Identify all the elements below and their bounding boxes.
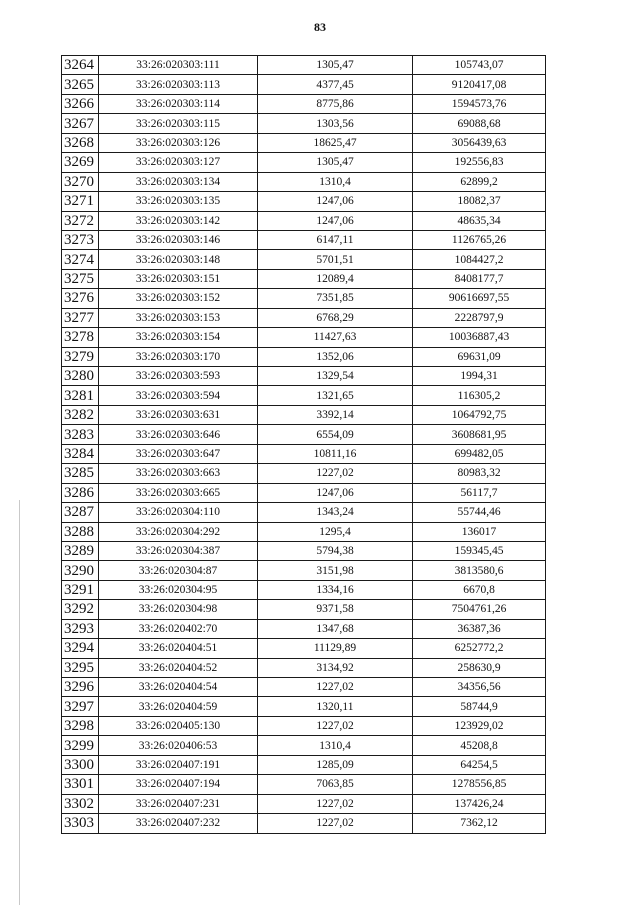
row-number-cell: 3269 <box>62 153 99 172</box>
table-row <box>62 561 546 580</box>
area-cell: 5701,51 <box>258 250 413 269</box>
area-cell: 5794,38 <box>258 541 413 560</box>
table-row <box>62 464 546 483</box>
table-row <box>62 444 546 463</box>
row-number-cell: 3285 <box>62 464 99 483</box>
cadastral-value-cell: 2228797,9 <box>413 308 546 327</box>
cadastral-value-cell: 1126765,26 <box>413 230 546 249</box>
table-row <box>62 522 546 541</box>
cadastral-number-cell: 33:26:020304:292 <box>99 522 258 541</box>
table-row <box>62 697 546 716</box>
table-row <box>62 755 546 774</box>
row-number-cell: 3288 <box>62 522 99 541</box>
area-cell: 6768,29 <box>258 308 413 327</box>
cadastral-number-cell: 33:26:020404:51 <box>99 639 258 658</box>
area-cell: 1285,09 <box>258 755 413 774</box>
cadastral-value-cell: 1994,31 <box>413 367 546 386</box>
area-cell: 1334,16 <box>258 580 413 599</box>
row-number-cell: 3301 <box>62 775 99 794</box>
cadastral-number-cell: 33:26:020303:647 <box>99 444 258 463</box>
cadastral-number-cell: 33:26:020303:152 <box>99 289 258 308</box>
cadastral-number-cell: 33:26:020303:148 <box>99 250 258 269</box>
area-cell: 10811,16 <box>258 444 413 463</box>
area-cell: 1320,11 <box>258 697 413 716</box>
cadastral-value-cell: 1084427,2 <box>413 250 546 269</box>
row-number-cell: 3283 <box>62 425 99 444</box>
cadastral-number-cell: 33:26:020303:111 <box>99 56 258 75</box>
cadastral-number-cell: 33:26:020407:191 <box>99 755 258 774</box>
cadastral-value-cell: 64254,5 <box>413 755 546 774</box>
table-row <box>62 619 546 638</box>
cadastral-value-cell: 6252772,2 <box>413 639 546 658</box>
cadastral-number-cell: 33:26:020402:70 <box>99 619 258 638</box>
area-cell: 11129,89 <box>258 639 413 658</box>
row-number-cell: 3268 <box>62 133 99 152</box>
row-number-cell: 3299 <box>62 736 99 755</box>
table-row <box>62 541 546 560</box>
area-cell: 1347,68 <box>258 619 413 638</box>
area-cell: 1352,06 <box>258 347 413 366</box>
cadastral-number-cell: 33:26:020303:142 <box>99 211 258 230</box>
row-number-cell: 3292 <box>62 600 99 619</box>
table-row <box>62 425 546 444</box>
row-number-cell: 3279 <box>62 347 99 366</box>
row-number-cell: 3296 <box>62 678 99 697</box>
cadastral-value-cell: 69088,68 <box>413 114 546 133</box>
row-number-cell: 3303 <box>62 814 99 833</box>
row-number-cell: 3271 <box>62 192 99 211</box>
table-row <box>62 736 546 755</box>
row-number-cell: 3266 <box>62 94 99 113</box>
area-cell: 3151,98 <box>258 561 413 580</box>
row-number-cell: 3286 <box>62 483 99 502</box>
row-number-cell: 3289 <box>62 541 99 560</box>
table-row <box>62 133 546 152</box>
row-number-cell: 3300 <box>62 755 99 774</box>
area-cell: 1329,54 <box>258 367 413 386</box>
table-row <box>62 56 546 75</box>
table-row <box>62 600 546 619</box>
table-row <box>62 658 546 677</box>
cadastral-number-cell: 33:26:020404:52 <box>99 658 258 677</box>
area-cell: 1227,02 <box>258 814 413 833</box>
area-cell: 1343,24 <box>258 503 413 522</box>
area-cell: 6554,09 <box>258 425 413 444</box>
cadastral-value-cell: 137426,24 <box>413 794 546 813</box>
cadastral-value-cell: 1594573,76 <box>413 94 546 113</box>
cadastral-value-cell: 1278556,85 <box>413 775 546 794</box>
row-number-cell: 3297 <box>62 697 99 716</box>
page-number: 83 <box>314 20 326 34</box>
cadastral-value-table <box>61 55 546 834</box>
row-number-cell: 3273 <box>62 230 99 249</box>
area-cell: 11427,63 <box>258 328 413 347</box>
area-cell: 1310,4 <box>258 736 413 755</box>
table-row <box>62 75 546 94</box>
cadastral-value-cell: 7362,12 <box>413 814 546 833</box>
cadastral-number-cell: 33:26:020303:114 <box>99 94 258 113</box>
row-number-cell: 3287 <box>62 503 99 522</box>
area-cell: 1305,47 <box>258 153 413 172</box>
cadastral-value-cell: 3056439,63 <box>413 133 546 152</box>
table-row <box>62 814 546 833</box>
cadastral-value-cell: 55744,46 <box>413 503 546 522</box>
cadastral-number-cell: 33:26:020303:135 <box>99 192 258 211</box>
row-number-cell: 3294 <box>62 639 99 658</box>
cadastral-value-cell: 7504761,26 <box>413 600 546 619</box>
cadastral-number-cell: 33:26:020303:594 <box>99 386 258 405</box>
table-row <box>62 794 546 813</box>
row-number-cell: 3284 <box>62 444 99 463</box>
area-cell: 1227,02 <box>258 794 413 813</box>
row-number-cell: 3302 <box>62 794 99 813</box>
table-row <box>62 230 546 249</box>
cadastral-number-cell: 33:26:020304:95 <box>99 580 258 599</box>
cadastral-number-cell: 33:26:020304:387 <box>99 541 258 560</box>
cadastral-value-cell: 36387,36 <box>413 619 546 638</box>
table-row <box>62 405 546 424</box>
cadastral-value-cell: 3813580,6 <box>413 561 546 580</box>
area-cell: 6147,11 <box>258 230 413 249</box>
table-row <box>62 716 546 735</box>
cadastral-value-cell: 62899,2 <box>413 172 546 191</box>
table-row <box>62 386 546 405</box>
area-cell: 4377,45 <box>258 75 413 94</box>
cadastral-value-cell: 105743,07 <box>413 56 546 75</box>
row-number-cell: 3276 <box>62 289 99 308</box>
table-row <box>62 328 546 347</box>
cadastral-value-cell: 18082,37 <box>413 192 546 211</box>
cadastral-number-cell: 33:26:020303:127 <box>99 153 258 172</box>
table-row <box>62 367 546 386</box>
row-number-cell: 3280 <box>62 367 99 386</box>
table-body <box>62 56 546 834</box>
row-number-cell: 3265 <box>62 75 99 94</box>
cadastral-value-cell: 69631,09 <box>413 347 546 366</box>
area-cell: 1227,02 <box>258 464 413 483</box>
cadastral-number-cell: 33:26:020303:593 <box>99 367 258 386</box>
row-number-cell: 3270 <box>62 172 99 191</box>
row-number-cell: 3264 <box>62 56 99 75</box>
cadastral-number-cell: 33:26:020407:231 <box>99 794 258 813</box>
cadastral-number-cell: 33:26:020303:153 <box>99 308 258 327</box>
table-row <box>62 483 546 502</box>
cadastral-value-cell: 80983,32 <box>413 464 546 483</box>
cadastral-value-cell: 116305,2 <box>413 386 546 405</box>
cadastral-number-cell: 33:26:020303:646 <box>99 425 258 444</box>
cadastral-number-cell: 33:26:020404:59 <box>99 697 258 716</box>
row-number-cell: 3282 <box>62 405 99 424</box>
cadastral-value-cell: 90616697,55 <box>413 289 546 308</box>
cadastral-value-cell: 6670,8 <box>413 580 546 599</box>
table-row <box>62 114 546 133</box>
cadastral-value-cell: 8408177,7 <box>413 269 546 288</box>
area-cell: 7351,85 <box>258 289 413 308</box>
row-number-cell: 3298 <box>62 716 99 735</box>
row-number-cell: 3275 <box>62 269 99 288</box>
cadastral-number-cell: 33:26:020404:54 <box>99 678 258 697</box>
cadastral-number-cell: 33:26:020303:126 <box>99 133 258 152</box>
table-row <box>62 250 546 269</box>
table-row <box>62 347 546 366</box>
table-row <box>62 503 546 522</box>
area-cell: 1305,47 <box>258 56 413 75</box>
cadastral-number-cell: 33:26:020304:110 <box>99 503 258 522</box>
cadastral-number-cell: 33:26:020303:665 <box>99 483 258 502</box>
area-cell: 1295,4 <box>258 522 413 541</box>
area-cell: 9371,58 <box>258 600 413 619</box>
cadastral-number-cell: 33:26:020303:631 <box>99 405 258 424</box>
table-row <box>62 192 546 211</box>
cadastral-value-cell: 34356,56 <box>413 678 546 697</box>
cadastral-number-cell: 33:26:020303:146 <box>99 230 258 249</box>
cadastral-number-cell: 33:26:020303:154 <box>99 328 258 347</box>
cadastral-number-cell: 33:26:020406:53 <box>99 736 258 755</box>
area-cell: 12089,4 <box>258 269 413 288</box>
cadastral-number-cell: 33:26:020405:130 <box>99 716 258 735</box>
table-row <box>62 639 546 658</box>
area-cell: 1303,56 <box>258 114 413 133</box>
row-number-cell: 3274 <box>62 250 99 269</box>
cadastral-number-cell: 33:26:020407:194 <box>99 775 258 794</box>
cadastral-value-cell: 48635,34 <box>413 211 546 230</box>
area-cell: 3134,92 <box>258 658 413 677</box>
cadastral-value-cell: 45208,8 <box>413 736 546 755</box>
row-number-cell: 3281 <box>62 386 99 405</box>
table-row <box>62 580 546 599</box>
area-cell: 1247,06 <box>258 192 413 211</box>
cadastral-number-cell: 33:26:020304:98 <box>99 600 258 619</box>
table-row <box>62 172 546 191</box>
area-cell: 1247,06 <box>258 483 413 502</box>
area-cell: 1321,65 <box>258 386 413 405</box>
cadastral-value-cell: 192556,83 <box>413 153 546 172</box>
table-row <box>62 289 546 308</box>
area-cell: 1310,4 <box>258 172 413 191</box>
table-row <box>62 308 546 327</box>
area-cell: 1227,02 <box>258 716 413 735</box>
scan-edge-line <box>19 500 20 905</box>
area-cell: 1227,02 <box>258 678 413 697</box>
cadastral-number-cell: 33:26:020304:87 <box>99 561 258 580</box>
cadastral-value-cell: 1064792,75 <box>413 405 546 424</box>
table-row <box>62 678 546 697</box>
cadastral-value-cell: 699482,05 <box>413 444 546 463</box>
row-number-cell: 3267 <box>62 114 99 133</box>
table-row <box>62 153 546 172</box>
table-row <box>62 269 546 288</box>
row-number-cell: 3291 <box>62 580 99 599</box>
table-row <box>62 211 546 230</box>
row-number-cell: 3290 <box>62 561 99 580</box>
cadastral-value-cell: 58744,9 <box>413 697 546 716</box>
cadastral-value-cell: 136017 <box>413 522 546 541</box>
table-row <box>62 94 546 113</box>
row-number-cell: 3272 <box>62 211 99 230</box>
cadastral-value-cell: 56117,7 <box>413 483 546 502</box>
area-cell: 7063,85 <box>258 775 413 794</box>
cadastral-number-cell: 33:26:020407:232 <box>99 814 258 833</box>
cadastral-number-cell: 33:26:020303:170 <box>99 347 258 366</box>
table-row <box>62 775 546 794</box>
row-number-cell: 3278 <box>62 328 99 347</box>
area-cell: 1247,06 <box>258 211 413 230</box>
cadastral-number-cell: 33:26:020303:115 <box>99 114 258 133</box>
row-number-cell: 3293 <box>62 619 99 638</box>
area-cell: 18625,47 <box>258 133 413 152</box>
area-cell: 3392,14 <box>258 405 413 424</box>
cadastral-number-cell: 33:26:020303:113 <box>99 75 258 94</box>
area-cell: 8775,86 <box>258 94 413 113</box>
cadastral-number-cell: 33:26:020303:134 <box>99 172 258 191</box>
row-number-cell: 3277 <box>62 308 99 327</box>
cadastral-value-cell: 3608681,95 <box>413 425 546 444</box>
row-number-cell: 3295 <box>62 658 99 677</box>
cadastral-value-cell: 258630,9 <box>413 658 546 677</box>
cadastral-value-cell: 159345,45 <box>413 541 546 560</box>
cadastral-value-cell: 9120417,08 <box>413 75 546 94</box>
cadastral-value-cell: 123929,02 <box>413 716 546 735</box>
cadastral-number-cell: 33:26:020303:151 <box>99 269 258 288</box>
cadastral-number-cell: 33:26:020303:663 <box>99 464 258 483</box>
cadastral-value-cell: 10036887,43 <box>413 328 546 347</box>
